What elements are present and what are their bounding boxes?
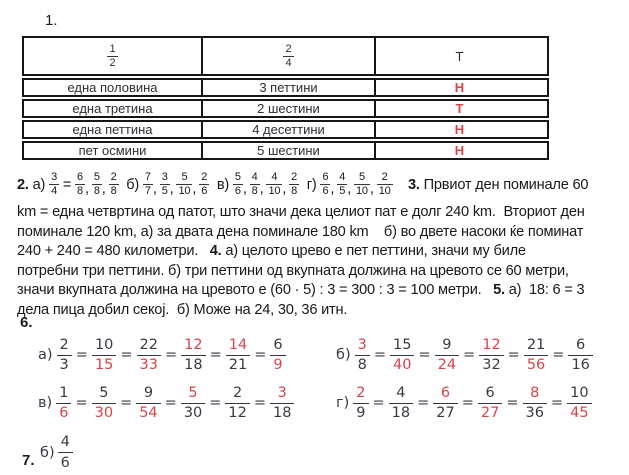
answer-text: = — [59, 176, 76, 193]
equation-row — [38, 333, 336, 377]
fraction-numerator: 12 — [184, 336, 203, 353]
fraction-numerator: 6 — [485, 384, 495, 401]
fraction — [56, 385, 71, 422]
fraction — [478, 385, 502, 422]
bold-exercise-number: 2. — [17, 176, 29, 193]
equation-item-label: б) — [40, 444, 55, 461]
fraction-bar — [355, 355, 370, 356]
comma-separator: , — [242, 181, 247, 197]
exercise-7-label: 7. — [22, 452, 35, 469]
answer-text: дела пица добил секој. б) Може на 24, 30, 36 итн. — [17, 301, 348, 318]
fraction — [92, 172, 102, 197]
table-header-cell: Т — [374, 38, 543, 74]
fraction-numerator: 2 — [110, 171, 117, 183]
fraction-denominator: 30 — [94, 405, 114, 421]
fraction — [181, 337, 205, 374]
fraction-denominator: 4 — [285, 56, 292, 69]
fraction-numerator: 5 — [358, 171, 365, 183]
fraction-numerator: 4 — [60, 434, 70, 450]
paragraph-line — [17, 203, 629, 223]
comma-separator: , — [152, 181, 157, 197]
equals-sign: = — [417, 395, 430, 411]
fraction-numerator: 2 — [291, 171, 298, 183]
fraction — [225, 385, 249, 422]
fraction — [160, 172, 170, 197]
comma-separator: , — [192, 181, 197, 197]
fraction-numerator: 3 — [51, 171, 57, 183]
fraction-numerator: 2 — [381, 171, 388, 183]
fraction-bar — [270, 355, 285, 356]
fraction-bar — [92, 403, 116, 404]
fraction-bar — [57, 355, 72, 356]
fraction-numerator: 4 — [271, 171, 278, 183]
equals-sign: = — [120, 395, 133, 411]
table-header-cell — [24, 38, 201, 74]
table-row — [22, 141, 549, 160]
fraction-denominator: 4 — [51, 185, 57, 197]
answer-letter-cell: Н — [374, 143, 543, 158]
fraction-numerator: 21 — [526, 336, 546, 353]
fraction-bar — [523, 403, 547, 404]
fraction — [524, 337, 548, 374]
fraction — [181, 385, 205, 422]
bold-exercise-number: 5. — [493, 282, 505, 298]
fraction-numerator: 10 — [570, 384, 589, 401]
fraction — [377, 172, 393, 197]
equals-sign: = — [75, 347, 88, 363]
comma-separator: , — [101, 181, 106, 197]
fraction-denominator: 36 — [525, 405, 544, 421]
equals-sign: = — [550, 395, 564, 411]
answer-text: поминале 120 km, а) за двата дена поминале 180 km б) во двете насоки ќе поминат — [17, 223, 584, 240]
fraction-numerator: 3 — [161, 171, 168, 183]
fraction — [337, 172, 347, 197]
fraction-numerator: 5 — [93, 171, 100, 183]
fraction-denominator: 10 — [356, 185, 368, 197]
equation-row — [336, 333, 623, 377]
equation-item-label: а) — [38, 347, 53, 363]
comma-separator: , — [347, 181, 351, 197]
fraction-bar — [181, 355, 205, 356]
fraction-denominator: 40 — [393, 357, 412, 373]
fraction — [355, 337, 370, 374]
answer-text: а) 18: 6 = 3 — [504, 282, 585, 298]
equation-item-label: г) — [336, 395, 350, 411]
equation-row — [336, 381, 623, 425]
equation-row — [38, 381, 336, 425]
answer-text: 240 + 240 = 480 километри. — [17, 243, 210, 259]
fraction-denominator: 8 — [251, 185, 258, 197]
equals-sign: = — [461, 395, 474, 411]
answer-letter-cell: Н — [374, 80, 543, 95]
fraction-denominator: 54 — [139, 405, 158, 421]
equation-item-label: в) — [38, 395, 53, 411]
fraction-numerator: 2 — [233, 384, 243, 401]
table-row — [22, 99, 549, 118]
fraction — [270, 385, 294, 422]
answer-text: в) — [209, 176, 233, 193]
fraction-numerator: 7 — [144, 171, 151, 183]
fraction-denominator: 33 — [139, 357, 158, 373]
fraction-bar — [389, 403, 413, 404]
fraction — [567, 385, 591, 422]
equals-sign: = — [75, 395, 88, 411]
fraction-bar — [478, 403, 502, 404]
paragraph-line — [17, 223, 629, 243]
fraction-denominator: 15 — [94, 357, 114, 373]
fraction — [479, 337, 503, 374]
fraction — [266, 172, 282, 197]
comma-separator: , — [330, 181, 335, 197]
fraction-numerator: 4 — [339, 171, 346, 183]
bold-exercise-number: 4. — [209, 243, 222, 259]
fraction — [270, 337, 285, 374]
fraction-numerator: 9 — [143, 384, 154, 401]
fraction-numerator: 6 — [322, 171, 329, 183]
fraction — [49, 172, 59, 197]
fraction — [143, 172, 153, 197]
fraction-bar — [181, 403, 205, 404]
fraction-numerator: 5 — [181, 171, 188, 183]
fraction-bar — [435, 355, 459, 356]
fraction — [250, 172, 260, 197]
fraction — [92, 337, 116, 374]
fraction-denominator: 5 — [161, 185, 168, 197]
fraction-bar — [226, 355, 250, 356]
answer-text: а) — [28, 176, 50, 193]
fraction-denominator: 32 — [482, 357, 501, 373]
fraction-bar — [433, 403, 457, 404]
fraction-denominator: 56 — [526, 357, 546, 373]
fraction-bar — [58, 452, 73, 453]
fraction-denominator: 10 — [178, 185, 191, 197]
fraction — [389, 385, 413, 422]
fraction-numerator: 15 — [393, 336, 412, 353]
exercise-7-answer — [40, 434, 73, 471]
equation-item-label: б) — [336, 347, 351, 363]
paragraph-line — [17, 301, 629, 321]
answer-text: б) — [118, 176, 143, 193]
fraction-denominator: 8 — [291, 185, 298, 197]
paragraph-line — [17, 242, 629, 262]
fraction-numerator: 6 — [440, 384, 451, 401]
fraction — [435, 337, 459, 374]
equals-sign: = — [253, 395, 267, 411]
fraction-numerator: 2 — [59, 336, 69, 353]
fraction — [199, 172, 209, 197]
answer-text: а) целото црево е пет петтини, значи му биле — [221, 243, 526, 259]
fraction-denominator: 7 — [144, 185, 151, 197]
fraction-denominator: 18 — [273, 405, 292, 421]
fraction-bar — [270, 403, 294, 404]
fraction — [176, 172, 192, 197]
fraction-denominator: 16 — [571, 357, 590, 373]
equals-sign: = — [165, 347, 178, 363]
answer-letter-cell: Т — [374, 101, 543, 116]
fraction-numerator: 4 — [396, 384, 406, 401]
fraction-numerator: 9 — [442, 336, 452, 353]
fraction-denominator: 30 — [183, 405, 203, 421]
fraction-denominator: 27 — [480, 405, 500, 421]
answers-paragraph — [17, 203, 629, 320]
fraction-denominator: 2 — [109, 56, 116, 69]
fraction-numerator: 4 — [251, 171, 258, 183]
fraction-numerator: 5 — [234, 171, 241, 183]
fraction — [568, 337, 592, 374]
fraction-numerator: 5 — [99, 384, 109, 401]
fraction-denominator: 18 — [391, 405, 411, 421]
comma-separator: , — [84, 181, 89, 197]
table-cell: 3 петтини — [201, 80, 374, 95]
fraction-numerator: 12 — [482, 336, 501, 353]
fraction-bar — [479, 355, 503, 356]
comma-separator: , — [369, 181, 374, 197]
fraction-numerator: 8 — [530, 384, 540, 401]
fraction-denominator: 10 — [268, 185, 281, 197]
fraction — [433, 385, 457, 422]
exercise-6-equations — [38, 333, 623, 425]
fraction-denominator: 8 — [93, 185, 100, 197]
fraction — [137, 337, 161, 374]
fraction-numerator: 22 — [139, 336, 158, 353]
equals-sign: = — [209, 395, 222, 411]
fraction — [109, 172, 119, 197]
fraction-numerator: 1 — [109, 42, 116, 55]
fraction-numerator: 1 — [59, 384, 69, 401]
fraction-numerator: 3 — [357, 336, 367, 353]
answer-text: потребни три петтини. б) три петтини од вкупната должина на цревото се 60 метри, — [17, 262, 569, 279]
fraction-denominator: 27 — [436, 405, 455, 421]
equals-sign: = — [120, 347, 133, 363]
fraction — [523, 385, 547, 422]
fraction-denominator: 18 — [184, 357, 203, 373]
fraction — [354, 172, 370, 197]
fraction-denominator: 9 — [273, 357, 283, 373]
fraction-bar — [568, 355, 592, 356]
fraction-denominator: 5 — [339, 185, 346, 197]
answer-text: Првиот ден поминале 60 — [419, 176, 589, 193]
paragraph-line — [17, 281, 629, 301]
fraction-bar — [137, 355, 161, 356]
fraction-numerator: 2 — [285, 42, 292, 55]
equals-sign: = — [254, 347, 267, 363]
fraction-numerator: 6 — [576, 336, 586, 353]
fraction-denominator: 8 — [77, 185, 83, 197]
exercise-6-label: 6. — [20, 314, 33, 331]
fraction-denominator: 12 — [228, 405, 247, 421]
true-false-table — [22, 36, 549, 162]
fraction-denominator: 6 — [234, 185, 241, 197]
equals-sign: = — [418, 347, 431, 363]
fraction — [233, 172, 243, 197]
fraction-numerator: 6 — [77, 171, 83, 183]
fraction — [58, 434, 73, 471]
table-header-row — [22, 36, 549, 76]
equals-sign: = — [373, 347, 386, 363]
fraction-numerator: 2 — [356, 384, 366, 401]
fraction — [289, 172, 299, 197]
fraction — [57, 337, 72, 374]
fraction-bar — [225, 403, 249, 404]
table-cell: пет осмини — [78, 143, 147, 158]
fraction-denominator: 3 — [59, 357, 69, 373]
fraction — [390, 337, 414, 374]
comma-separator: , — [259, 181, 264, 197]
fraction-numerator: 6 — [273, 336, 283, 353]
equals-sign: = — [463, 347, 476, 363]
fraction — [136, 385, 160, 422]
fraction-bar — [136, 403, 160, 404]
table-cell: една половина — [67, 80, 158, 95]
exercise-1-label: 1. — [45, 12, 58, 29]
table-cell: една третина — [72, 101, 153, 116]
fraction-bar — [567, 403, 591, 404]
table-row — [22, 78, 549, 97]
fraction-numerator: 10 — [94, 336, 114, 353]
fraction — [320, 172, 330, 197]
equals-sign: = — [552, 347, 565, 363]
fraction — [107, 44, 117, 69]
table-cell: 4 десеттини — [201, 122, 374, 137]
comma-separator: , — [282, 181, 287, 197]
fraction — [92, 385, 116, 422]
fraction-denominator: 6 — [201, 185, 208, 197]
table-cell: 5 шестини — [201, 143, 374, 158]
fraction-bar — [56, 403, 71, 404]
fraction — [353, 385, 368, 422]
bold-exercise-number: 3. — [407, 176, 420, 193]
answer-text: значи вкупната должина на цревото е (60 · 5) : 3 = 300 : 3 = 100 метри. — [17, 282, 494, 298]
fraction — [283, 44, 293, 69]
fraction-bar — [353, 403, 368, 404]
fraction-bar — [92, 355, 116, 356]
table-cell: една петтина — [72, 122, 153, 137]
fraction — [226, 337, 250, 374]
fraction-denominator: 45 — [570, 405, 589, 421]
table-row — [22, 120, 549, 139]
equals-sign: = — [506, 395, 519, 411]
fraction-denominator: 10 — [378, 185, 391, 197]
fraction-denominator: 6 — [322, 185, 329, 197]
exercise-2-and-3-line — [17, 172, 629, 197]
paragraph-line — [17, 262, 629, 282]
fraction-bar — [524, 355, 548, 356]
fraction-numerator: 3 — [277, 384, 287, 401]
fraction — [75, 172, 85, 197]
fraction-denominator: 9 — [356, 405, 366, 421]
answer-text: km = една четвртина од патот, што значи дека целиот пат е долг 240 km. Вториот ден — [17, 204, 585, 220]
fraction-denominator: 21 — [228, 357, 248, 373]
table-cell: 2 шестини — [201, 101, 374, 116]
comma-separator: , — [169, 181, 174, 197]
answer-letter-cell: Н — [374, 122, 543, 137]
table-header-cell — [201, 38, 374, 74]
fraction-numerator: 2 — [201, 171, 208, 183]
fraction-numerator: 14 — [228, 336, 248, 353]
fraction-denominator: 6 — [60, 454, 70, 471]
answer-text: г) — [299, 176, 321, 193]
fraction-denominator: 6 — [59, 405, 69, 421]
fraction-denominator: 24 — [437, 357, 457, 373]
equals-sign: = — [372, 395, 385, 411]
fraction-denominator: 8 — [357, 357, 367, 373]
answer-text — [393, 177, 408, 193]
fraction-bar — [390, 355, 414, 356]
fraction-numerator: 5 — [188, 384, 198, 401]
fraction-denominator: 8 — [110, 185, 117, 197]
equals-sign: = — [209, 347, 222, 363]
equals-sign: = — [164, 395, 177, 411]
equals-sign: = — [507, 347, 520, 363]
